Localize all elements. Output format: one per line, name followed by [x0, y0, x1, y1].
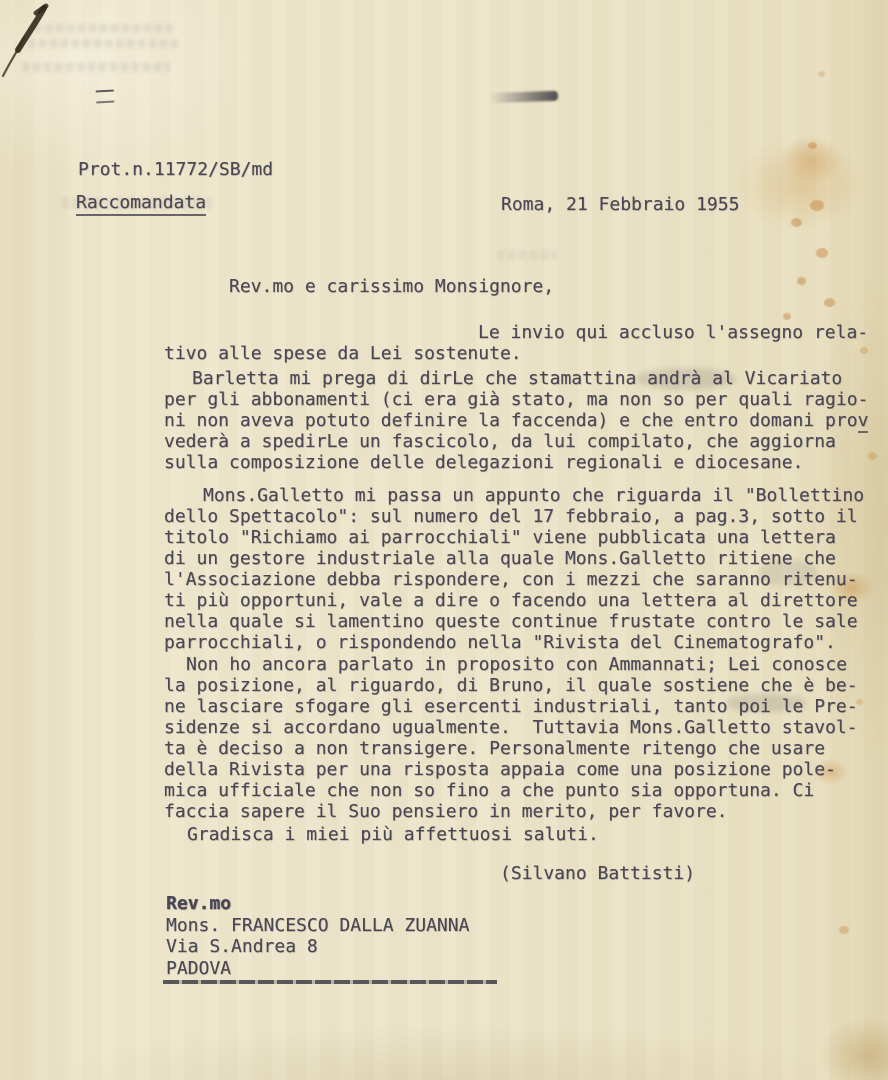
ink-smudge-dash [486, 91, 558, 104]
paragraph-2 [164, 368, 868, 473]
text-line: della Rivista per una risposta appaia come una posizione pole- [164, 759, 836, 780]
signature: (Silvano Battisti) [500, 863, 696, 884]
recipient-name: Mons. FRANCESCO DALLA ZUANNA [166, 914, 470, 936]
text-line: l'Associazione debba rispondere, con i mezzi che saranno ritenu- [164, 569, 858, 590]
foxing-stain [818, 71, 825, 77]
text-line: tivo alle spese da Lei sostenute. [164, 343, 522, 364]
text-line: nella quale si lamentino queste continue frustate contro le sale [164, 611, 858, 632]
text-line: Mons.Galletto mi passa un appunto che riguarda il "Bollettino [203, 485, 865, 506]
registered-mail-text: Raccomandata [76, 192, 206, 216]
protocol-number: Prot.n.11772/SB/md [78, 159, 274, 180]
recipient-street: Via S.Andrea 8 [166, 936, 318, 957]
text-line: per gli abbonamenti (ci era già stato, ma non so per quali ragio- [164, 389, 869, 410]
text-line: parrocchiali, o rispondendo nella "Rivista del Cinematografo". [164, 632, 836, 653]
text-line: Le invio qui accluso l'assegno rela- [478, 322, 869, 343]
text-line: sulla composizione delle delegazioni regionali e diocesane. [164, 452, 804, 473]
text-segment: ni non aveva potuto definire la faccenda) e che entro domani pro [164, 410, 858, 431]
closing-salutation: Gradisca i miei più affettuosi saluti. [187, 824, 599, 845]
foxing-stain [810, 200, 824, 211]
bleed-through-text [497, 250, 557, 260]
paragraph-3 [164, 485, 864, 653]
foxing-stain [839, 926, 849, 934]
paragraph-4 [164, 654, 858, 822]
text-line: faccia sapere il Suo pensiero in merito, per favore. [164, 801, 728, 822]
text-line: ta è deciso a non transigere. Personalmente ritengo che usare [164, 738, 826, 759]
foxing-stain [791, 218, 802, 227]
text-line: la posizione, al riguardo, di Bruno, il quale sostiene che è be- [164, 675, 858, 696]
underlined-char: v [857, 410, 869, 431]
foxing-stain [797, 277, 806, 285]
text-line: ne lasciare sfogare gli esercenti industriali, tanto poi le Pre- [164, 696, 858, 717]
registered-mail-label [76, 192, 206, 213]
text-line: sidenze si accordano ugualmente. Tuttavia Mons.Galletto stavol- [164, 717, 858, 738]
foxing-stain [783, 313, 791, 320]
text-line: di un gestore industriale alla quale Mons.Galletto ritiene che [164, 548, 836, 569]
foxing-stain [808, 142, 817, 149]
pen-mark [0, 0, 120, 120]
paragraph-1 [164, 322, 868, 364]
text-line: dello Spettacolo": sul numero del 17 febbraio, a pag.3, sotto il [164, 506, 858, 527]
text-line: titolo "Richiamo ai parrocchiali" viene pubblicata una lettera [164, 527, 836, 548]
recipient-address [166, 893, 469, 979]
text-line: vederà a spedirLe un fascicolo, da lui compilato, che aggiorna [164, 431, 836, 452]
recipient-city: PADOVA [166, 957, 232, 979]
dateline: Roma, 21 Febbraio 1955 [501, 194, 740, 215]
salutation: Rev.mo e carissimo Monsignore, [229, 276, 555, 297]
foxing-stain [816, 248, 828, 258]
foxing-stain [868, 452, 877, 460]
recipient-honorific: Rev.mo [166, 893, 232, 914]
typed-underline-rule [163, 980, 497, 984]
text-line: mica ufficiale che non so fino a che punto sia opportuna. Ci [164, 780, 815, 801]
text-line: Non ho ancora parlato in proposito con Ammannati; Lei conosce [186, 654, 848, 675]
text-line: ti più opportuni, vale a dire o facendo una lettera al direttore [164, 590, 858, 611]
foxing-stain [824, 298, 835, 307]
text-line [164, 410, 868, 431]
text-line: Barletta mi prega di dirLe che stamattina andrà al Vicariato [192, 368, 843, 389]
